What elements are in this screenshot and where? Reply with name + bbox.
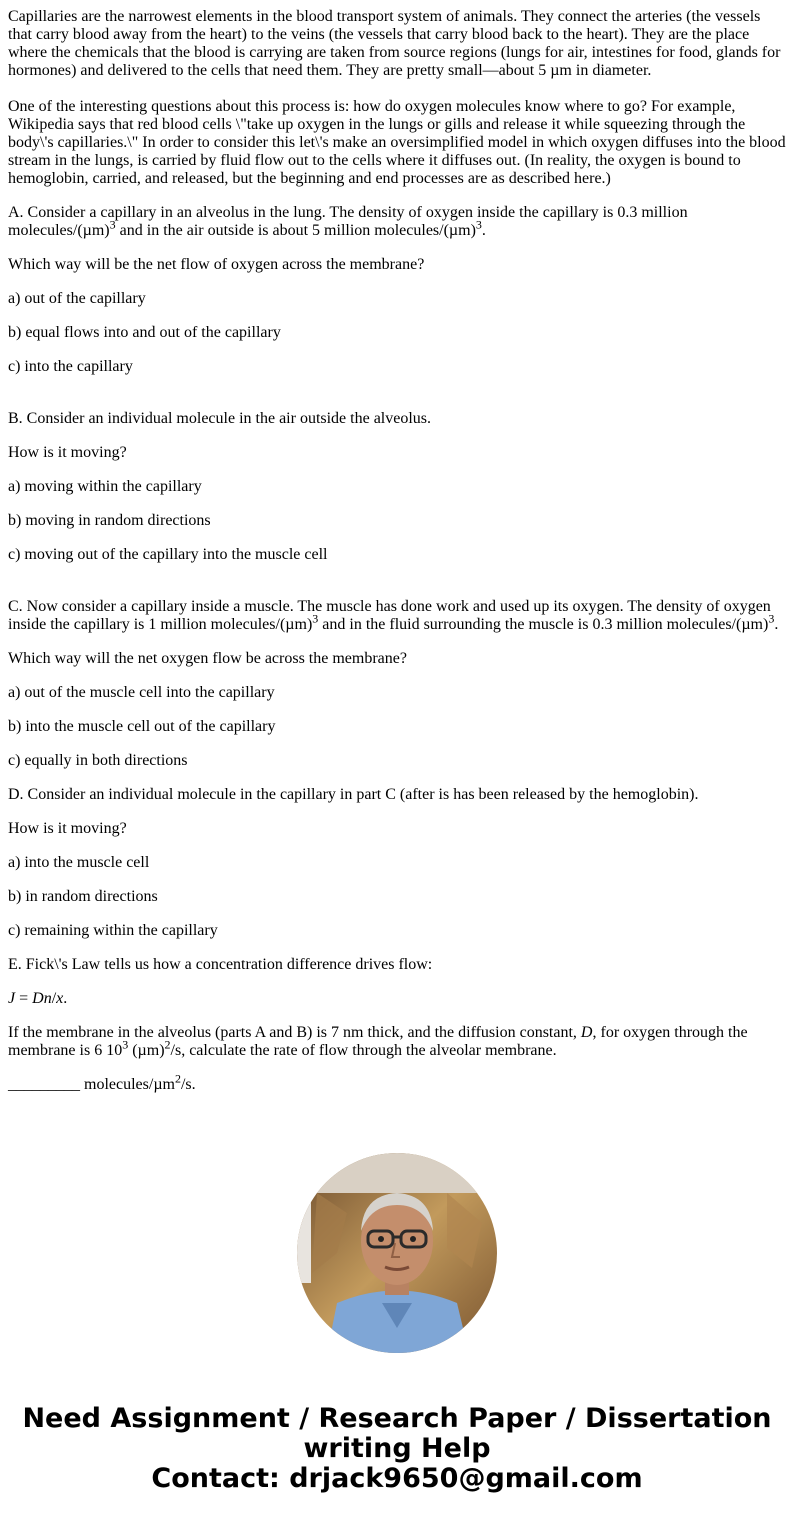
part-e-question-text-1: If the membrane in the alveolus (parts A and B) is 7 nm thick, and the diffusion constant, bbox=[8, 1024, 581, 1041]
part-e-question bbox=[8, 1024, 788, 1060]
formula-n: n bbox=[43, 990, 52, 1007]
part-c-option-a: a) out of the muscle cell into the capillary bbox=[8, 684, 275, 701]
banner-line-1: Need Assignment / Research Paper / Dissertation bbox=[22, 1403, 772, 1434]
formula-x: x bbox=[56, 990, 64, 1007]
ficks-law-formula bbox=[8, 990, 788, 1008]
answer-superscript: 2 bbox=[174, 1071, 181, 1086]
part-e-stem: E. Fick\'s Law tells us how a concentration difference drives flow: bbox=[8, 956, 433, 973]
part-a-option-b: b) equal flows into and out of the capillary bbox=[8, 324, 281, 341]
formula-d: D bbox=[32, 990, 44, 1007]
part-b-question: How is it moving? bbox=[8, 444, 127, 461]
formula-end: . bbox=[63, 990, 68, 1007]
answer-blank-text-2: /s. bbox=[180, 1076, 196, 1093]
intro-paragraph-1: Capillaries are the narrowest elements in the blood transport system of animals. They connect the arteries (the vessels that carry blood away from the heart) to the veins (the vessels that carry blood back to the heart). They are the place where the chemicals that the blood is carrying are taken from source regions (lungs for air, intestines for food, glands for hormones) and delivered to the cells that need them. They are pretty small—about 5 µm in diameter. bbox=[8, 8, 781, 79]
part-c-stem-text-3: . bbox=[774, 616, 779, 633]
part-a-stem-text-3: . bbox=[481, 222, 486, 239]
part-b-option-a: a) moving within the capillary bbox=[8, 478, 202, 495]
question-content bbox=[8, 8, 788, 1110]
part-c-option-b: b) into the muscle cell out of the capillary bbox=[8, 718, 276, 735]
banner-line-2: writing Help bbox=[303, 1433, 491, 1464]
spacer bbox=[8, 392, 788, 410]
answer-blank-text-1: _________ molecules/µm bbox=[8, 1076, 175, 1093]
part-b-stem: B. Consider an individual molecule in the air outside the alveolus. bbox=[8, 410, 432, 427]
banner-line-3: Contact: drjack9650@gmail.com bbox=[151, 1463, 643, 1494]
part-a-stem-text-2: and in the air outside is about 5 million molecules/(µm) bbox=[115, 222, 476, 239]
part-e-superscript-1: 3 bbox=[122, 1037, 129, 1052]
spacer bbox=[8, 580, 788, 598]
part-b-option-b: b) moving in random directions bbox=[8, 512, 211, 529]
part-d-option-b: b) in random directions bbox=[8, 888, 158, 905]
part-c-stem-text-2: and in the fluid surrounding the muscle is 0.3 million molecules/(µm) bbox=[318, 616, 769, 633]
part-a-stem-text-1: A. Consider a capillary in an alveolus in the lung. The density of oxygen inside the capillary is 0.3 million molecules/(µm) bbox=[8, 204, 688, 239]
answer-blank bbox=[8, 1071, 788, 1094]
part-c-stem-text-1: C. Now consider a capillary inside a muscle. The muscle has done work and used up its oxygen. The density of oxygen inside the capillary is 1 million molecules/(µm) bbox=[8, 598, 771, 633]
part-a-option-a: a) out of the capillary bbox=[8, 290, 146, 307]
part-c-superscript: 3 bbox=[312, 611, 319, 626]
part-c-superscript: 3 bbox=[768, 611, 775, 626]
part-a-stem bbox=[8, 204, 788, 240]
part-e-question-text-3: (µm) bbox=[128, 1042, 165, 1059]
part-c-option-c: c) equally in both directions bbox=[8, 752, 188, 769]
part-a-question: Which way will be the net flow of oxygen across the membrane? bbox=[8, 256, 425, 273]
formula-equals: = bbox=[15, 990, 33, 1007]
intro-paragraph-2: One of the interesting questions about this process is: how do oxygen molecules know where to go? For example, Wikipedia says that red blood cells \"take up oxygen in the lungs or gills and release it while squeezing through the body\'s capillaries.\" In order to consider this let\'s make an oversimplified model in which oxygen diffuses into the blood stream in the lungs, is carried by fluid flow out to the cells where it diffuses out. (In reality, the oxygen is bound to hemoglobin, carried, and released, but the beginning and end processes are as described here.) bbox=[8, 98, 786, 187]
formula-slash: / bbox=[51, 990, 57, 1007]
part-e-question-text-2: , for oxygen through the membrane is 6 10 bbox=[8, 1024, 748, 1059]
part-a-superscript: 3 bbox=[475, 217, 482, 232]
part-e-question-d: D bbox=[580, 1024, 593, 1041]
portrait-image bbox=[297, 1153, 497, 1353]
part-e-superscript-2: 2 bbox=[164, 1037, 171, 1052]
part-e-question-text-4: /s, calculate the rate of flow through the alveolar membrane. bbox=[170, 1042, 557, 1059]
author-photo bbox=[297, 1153, 497, 1353]
part-d-option-c: c) remaining within the capillary bbox=[8, 922, 218, 939]
part-b-option-c: c) moving out of the capillary into the muscle cell bbox=[8, 546, 328, 563]
part-a-superscript: 3 bbox=[109, 217, 116, 232]
contact-banner bbox=[0, 1404, 794, 1494]
part-c-stem bbox=[8, 598, 788, 634]
part-d-option-a: a) into the muscle cell bbox=[8, 854, 150, 871]
part-d-question: How is it moving? bbox=[8, 820, 127, 837]
part-d-stem: D. Consider an individual molecule in the capillary in part C (after is has been released by the hemoglobin). bbox=[8, 786, 699, 803]
part-c-question: Which way will the net oxygen flow be across the membrane? bbox=[8, 650, 407, 667]
part-a-option-c: c) into the capillary bbox=[8, 358, 133, 375]
formula-j: J bbox=[8, 990, 16, 1007]
